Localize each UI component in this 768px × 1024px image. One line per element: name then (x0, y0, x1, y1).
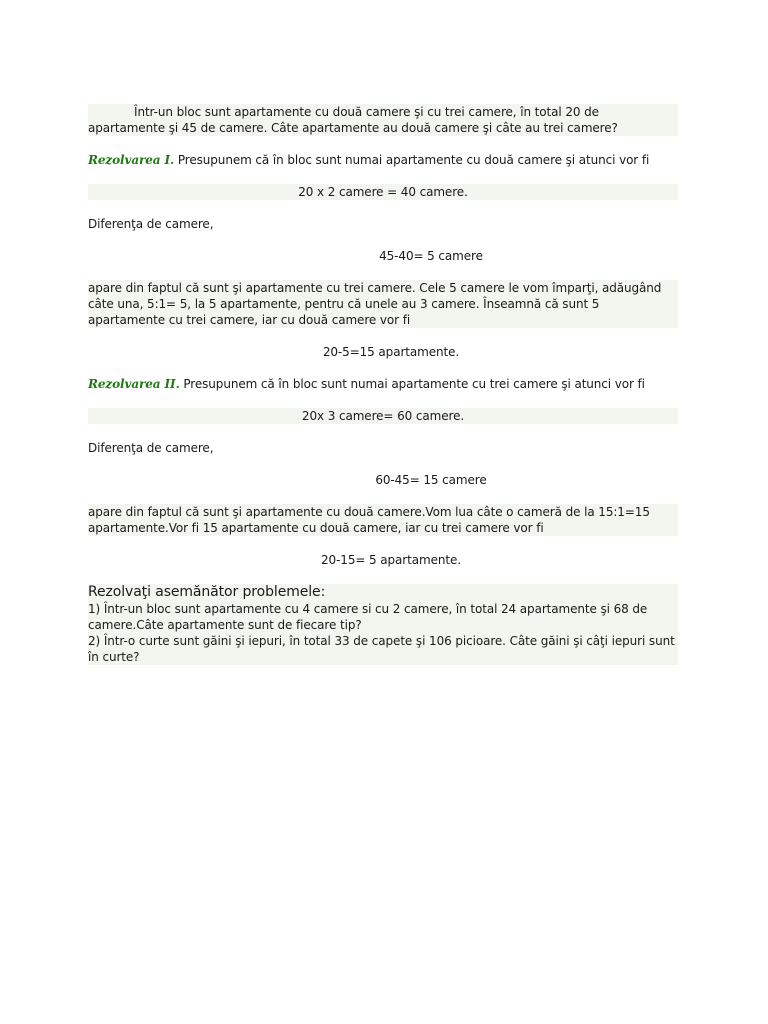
solution-1-equation-3: 20-5=15 apartamente. (322, 345, 460, 359)
solution-2-equation-1: 20x 3 camere= 60 camere. (88, 408, 678, 424)
solution-1-label: Rezolvarea I. (88, 153, 175, 167)
solution-2-explanation: apare din faptul că sunt şi apartamente cu două camere.Vom lua câte o cameră de la 15:1=15 apartamente.Vor fi 15 apartamente cu două camere, iar cu trei camere vor fi (88, 504, 678, 536)
document-body (88, 104, 678, 665)
solution-2-text: Presupunem că în bloc sunt numai apartamente cu trei camere şi atunci vor fi (179, 377, 645, 391)
problem-statement: Într-un bloc sunt apartamente cu două camere şi cu trei camere, în total 20 de apartamente şi 45 de camere. Câte apartamente au două camere şi câte au trei camere? (88, 104, 678, 136)
solution-1-text: Presupunem că în bloc sunt numai apartamente cu două camere şi atunci vor fi (174, 153, 650, 167)
exercises-section (88, 584, 678, 665)
exercise-item-2: 2) Într-o curte sunt găini şi iepuri, în total 33 de capete şi 106 picioare. Câte găini şi câţi iepuri sunt în curte? (88, 634, 675, 664)
solution-2-equation-3: 20-15= 5 apartamente. (321, 553, 461, 567)
solution-2-difference-label: Diferenţa de camere, (88, 441, 214, 455)
solution-1-equation-1: 20 x 2 camere = 40 camere. (88, 184, 678, 200)
exercises-title: Rezolvaţi asemănător problemele: (88, 584, 326, 600)
solution-1-explanation: apare din faptul că sunt şi apartamente cu trei camere. Cele 5 camere le vom împarţi, adăugând câte una, 5:1= 5, la 5 apartamente, pentru că unele au 3 camere. Înseamnă că sunt 5 apartamente cu trei camere, iar cu două camere vor fi (88, 280, 678, 328)
exercise-item-1: 1) Într-un bloc sunt apartamente cu 4 camere si cu 2 camere, în total 24 apartamente şi 68 de camere.Câte apartamente sunt de fiecare tip? (88, 602, 648, 632)
solution-2-label: Rezolvarea II. (88, 377, 180, 391)
solution-1-equation-2: 45-40= 5 camere (379, 249, 483, 263)
solution-2-equation-2: 60-45= 15 camere (375, 473, 487, 487)
solution-1-difference-label: Diferenţa de camere, (88, 217, 214, 231)
solution-2-intro (88, 376, 678, 392)
solution-1-intro (88, 152, 678, 168)
